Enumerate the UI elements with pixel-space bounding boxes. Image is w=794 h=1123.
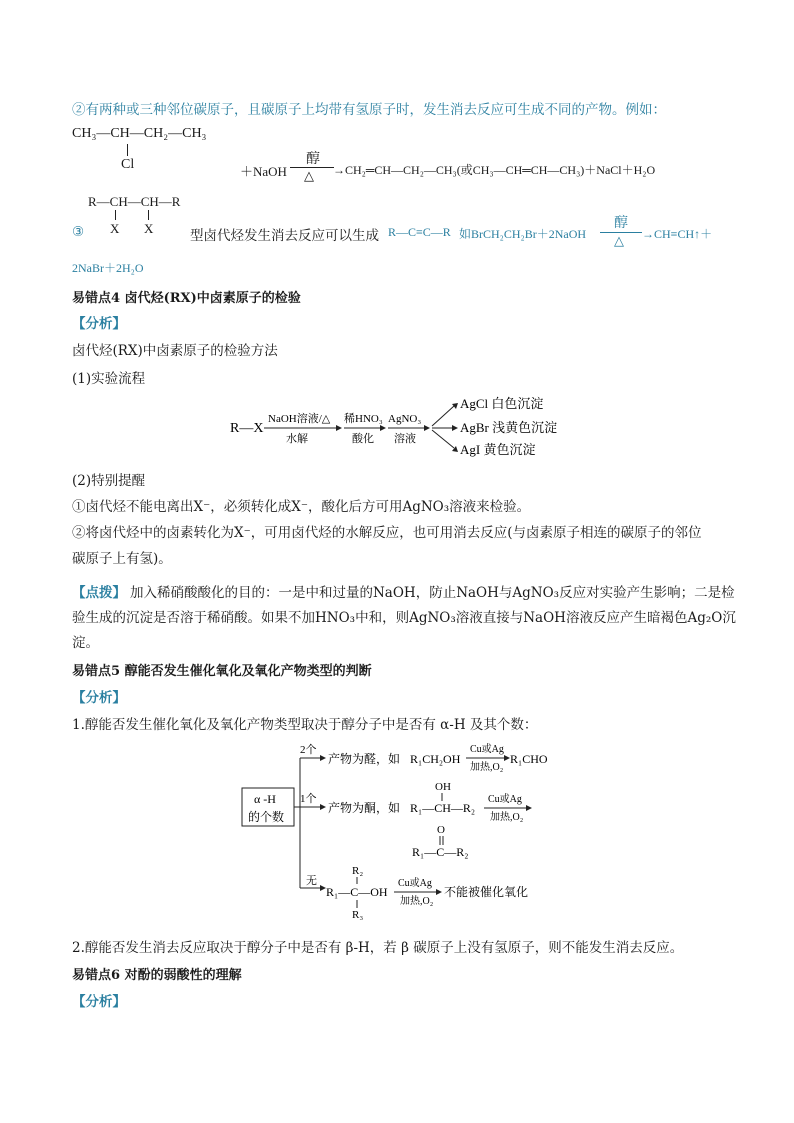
b3-cond-bot: 加热,O₂ (400, 896, 434, 907)
rule2-reagent: ＋NaOH (240, 164, 287, 179)
b2-cond-bot: 加热,O₂ (490, 812, 524, 823)
flow-step1-top: NaOH溶液/△ (268, 413, 331, 425)
rule3-example: 如BrCH₂CH₂Br＋2NaOH (459, 227, 587, 241)
flow-step2-bot: 酸化 (352, 433, 374, 445)
section4-tip-label: 【点拨】 (72, 585, 126, 601)
b3-cond-top: Cu或Ag (398, 878, 432, 889)
section4-heading: 易错点4 卤代烃(RX)中卤素原子的检验 (72, 291, 301, 306)
rule3-line2: 2NaBr＋2H₂O (72, 261, 144, 275)
section6-analysis: 【分析】 (72, 994, 126, 1010)
b1-product: R₁CHO (510, 752, 548, 766)
box-line2: 的个数 (248, 810, 285, 824)
flow-result-agcl: AgCl 白色沉淀 (460, 396, 544, 411)
section6-heading: 易错点6 对酚的弱酸性的理解 (72, 968, 242, 983)
rule3-cond-top: 醇 (614, 216, 628, 231)
section5-point2: 2.醇能否发生消去反应取决于醇分子中是否有 β-H，若 β 碳原子上没有氢原子，则不能发生消去反应。 (72, 940, 684, 956)
flow-start: R—X (230, 421, 264, 436)
bond-line (148, 210, 149, 220)
section4-intro: 卤代烃(RX)中卤素原子的检验方法 (72, 343, 278, 359)
b1-cond-bot: 加热,O₂ (470, 762, 504, 773)
rule2-cond-top: 醇 (306, 152, 320, 167)
box-line1: α -H (254, 792, 276, 806)
b1-count: 2个 (300, 744, 317, 756)
rule3-product-type: R—C≡C—R (388, 225, 451, 239)
flow-step3-top: AgNO₃ (388, 413, 422, 425)
b3-r2: R₂ (352, 865, 364, 877)
bond-line (127, 144, 128, 156)
b2-cond-top: Cu或Ag (488, 794, 522, 805)
b3-count: 无 (306, 875, 317, 887)
rule3-marker: ③ (72, 224, 85, 240)
section4-point2b: 碳原子上有氢)。 (72, 551, 172, 567)
flow-result-agbr: AgBr 浅黄色沉淀 (460, 420, 558, 435)
rule2-products: →CH₂═CH—CH₂—CH₃(或CH₃—CH═CH—CH₃)＋NaCl＋H₂O (333, 163, 656, 177)
b1-cond-top: Cu或Ag (470, 744, 504, 755)
section5-heading: 易错点5 醇能否发生催化氧化及氧化产物类型的判断 (72, 664, 372, 679)
flow-step2-top: 稀HNO₃ (344, 413, 383, 425)
section4-tip-b: 验生成的沉淀是否溶于稀硝酸。如果不加HNO₃中和，则AgNO₃溶液直接与NaOH溶液反应产生暗褐色Ag₂O沉 (72, 610, 736, 626)
section5-analysis: 【分析】 (72, 690, 126, 706)
section4-tip-a: 加入稀硝酸酸化的目的：一是中和过量的NaOH，防止NaOH与AgNO₃反应对实验产生影响；二是检 (130, 585, 735, 601)
rule2-text: ②有两种或三种邻位碳原子，且碳原子上均带有氢原子时，发生消去反应可生成不同的产物。例如： (72, 102, 666, 118)
flow-step1-bot: 水解 (286, 433, 308, 445)
alpha-h-oxidation-diagram (238, 738, 578, 930)
section4-analysis: 【分析】 (72, 316, 126, 332)
b3-result: 不能被催化氧化 (444, 885, 529, 899)
rule2-structure: CH₃—CH—CH₂—CH₃ (72, 126, 207, 141)
rule3-cond-bot: △ (614, 233, 624, 248)
b3-reactant: R₁—C—OH (326, 885, 388, 899)
section4-sub1: (1)实验流程 (72, 371, 146, 387)
rule3-x2: X (144, 221, 154, 236)
rule2-chlorine: Cl (121, 157, 135, 172)
rule3-x1: X (110, 221, 120, 236)
rule3-text: 型卤代烃发生消去反应可以生成 (190, 228, 379, 244)
section4-point1: ①卤代烃不能电离出X⁻，必须转化成X⁻，酸化后方可用AgNO₃溶液来检验。 (72, 499, 531, 515)
b2-product: R₁—C—R₂ (412, 845, 469, 859)
section4-sub2: (2)特别提醒 (72, 473, 146, 489)
section4-point2a: ②将卤代烃中的卤素转化为X⁻，可用卤代烃的水解反应，也可用消去反应(与卤素原子相连的碳原子的邻位 (72, 525, 702, 541)
flow-step3-bot: 溶液 (394, 433, 416, 445)
b1-reactant: R₁CH₂OH (410, 752, 461, 766)
b2-o: O (437, 824, 445, 836)
b2-reactant: R₁—CH—R₂ (410, 801, 476, 815)
section4-tip-c: 淀。 (72, 635, 99, 651)
halide-test-flow-diagram (228, 390, 588, 460)
section5-point1: 1.醇能否发生催化氧化及氧化产物类型取决于醇分子中是否有 α-H 及其个数： (72, 717, 538, 733)
bond-line (115, 210, 116, 220)
b1-text: 产物为醛，如 (328, 752, 401, 766)
flow-result-agi: AgI 黄色沉淀 (460, 442, 536, 457)
b2-text: 产物为酮，如 (328, 801, 401, 815)
rule2-cond-bot: △ (304, 168, 314, 183)
rule3-structure: R—CH—CH—R (88, 194, 181, 209)
b2-count: 1个 (300, 793, 317, 805)
rule3-example-product: →CH≡CH↑＋ (642, 227, 713, 241)
b3-r3: R₃ (352, 909, 364, 921)
b2-oh: OH (435, 781, 451, 793)
